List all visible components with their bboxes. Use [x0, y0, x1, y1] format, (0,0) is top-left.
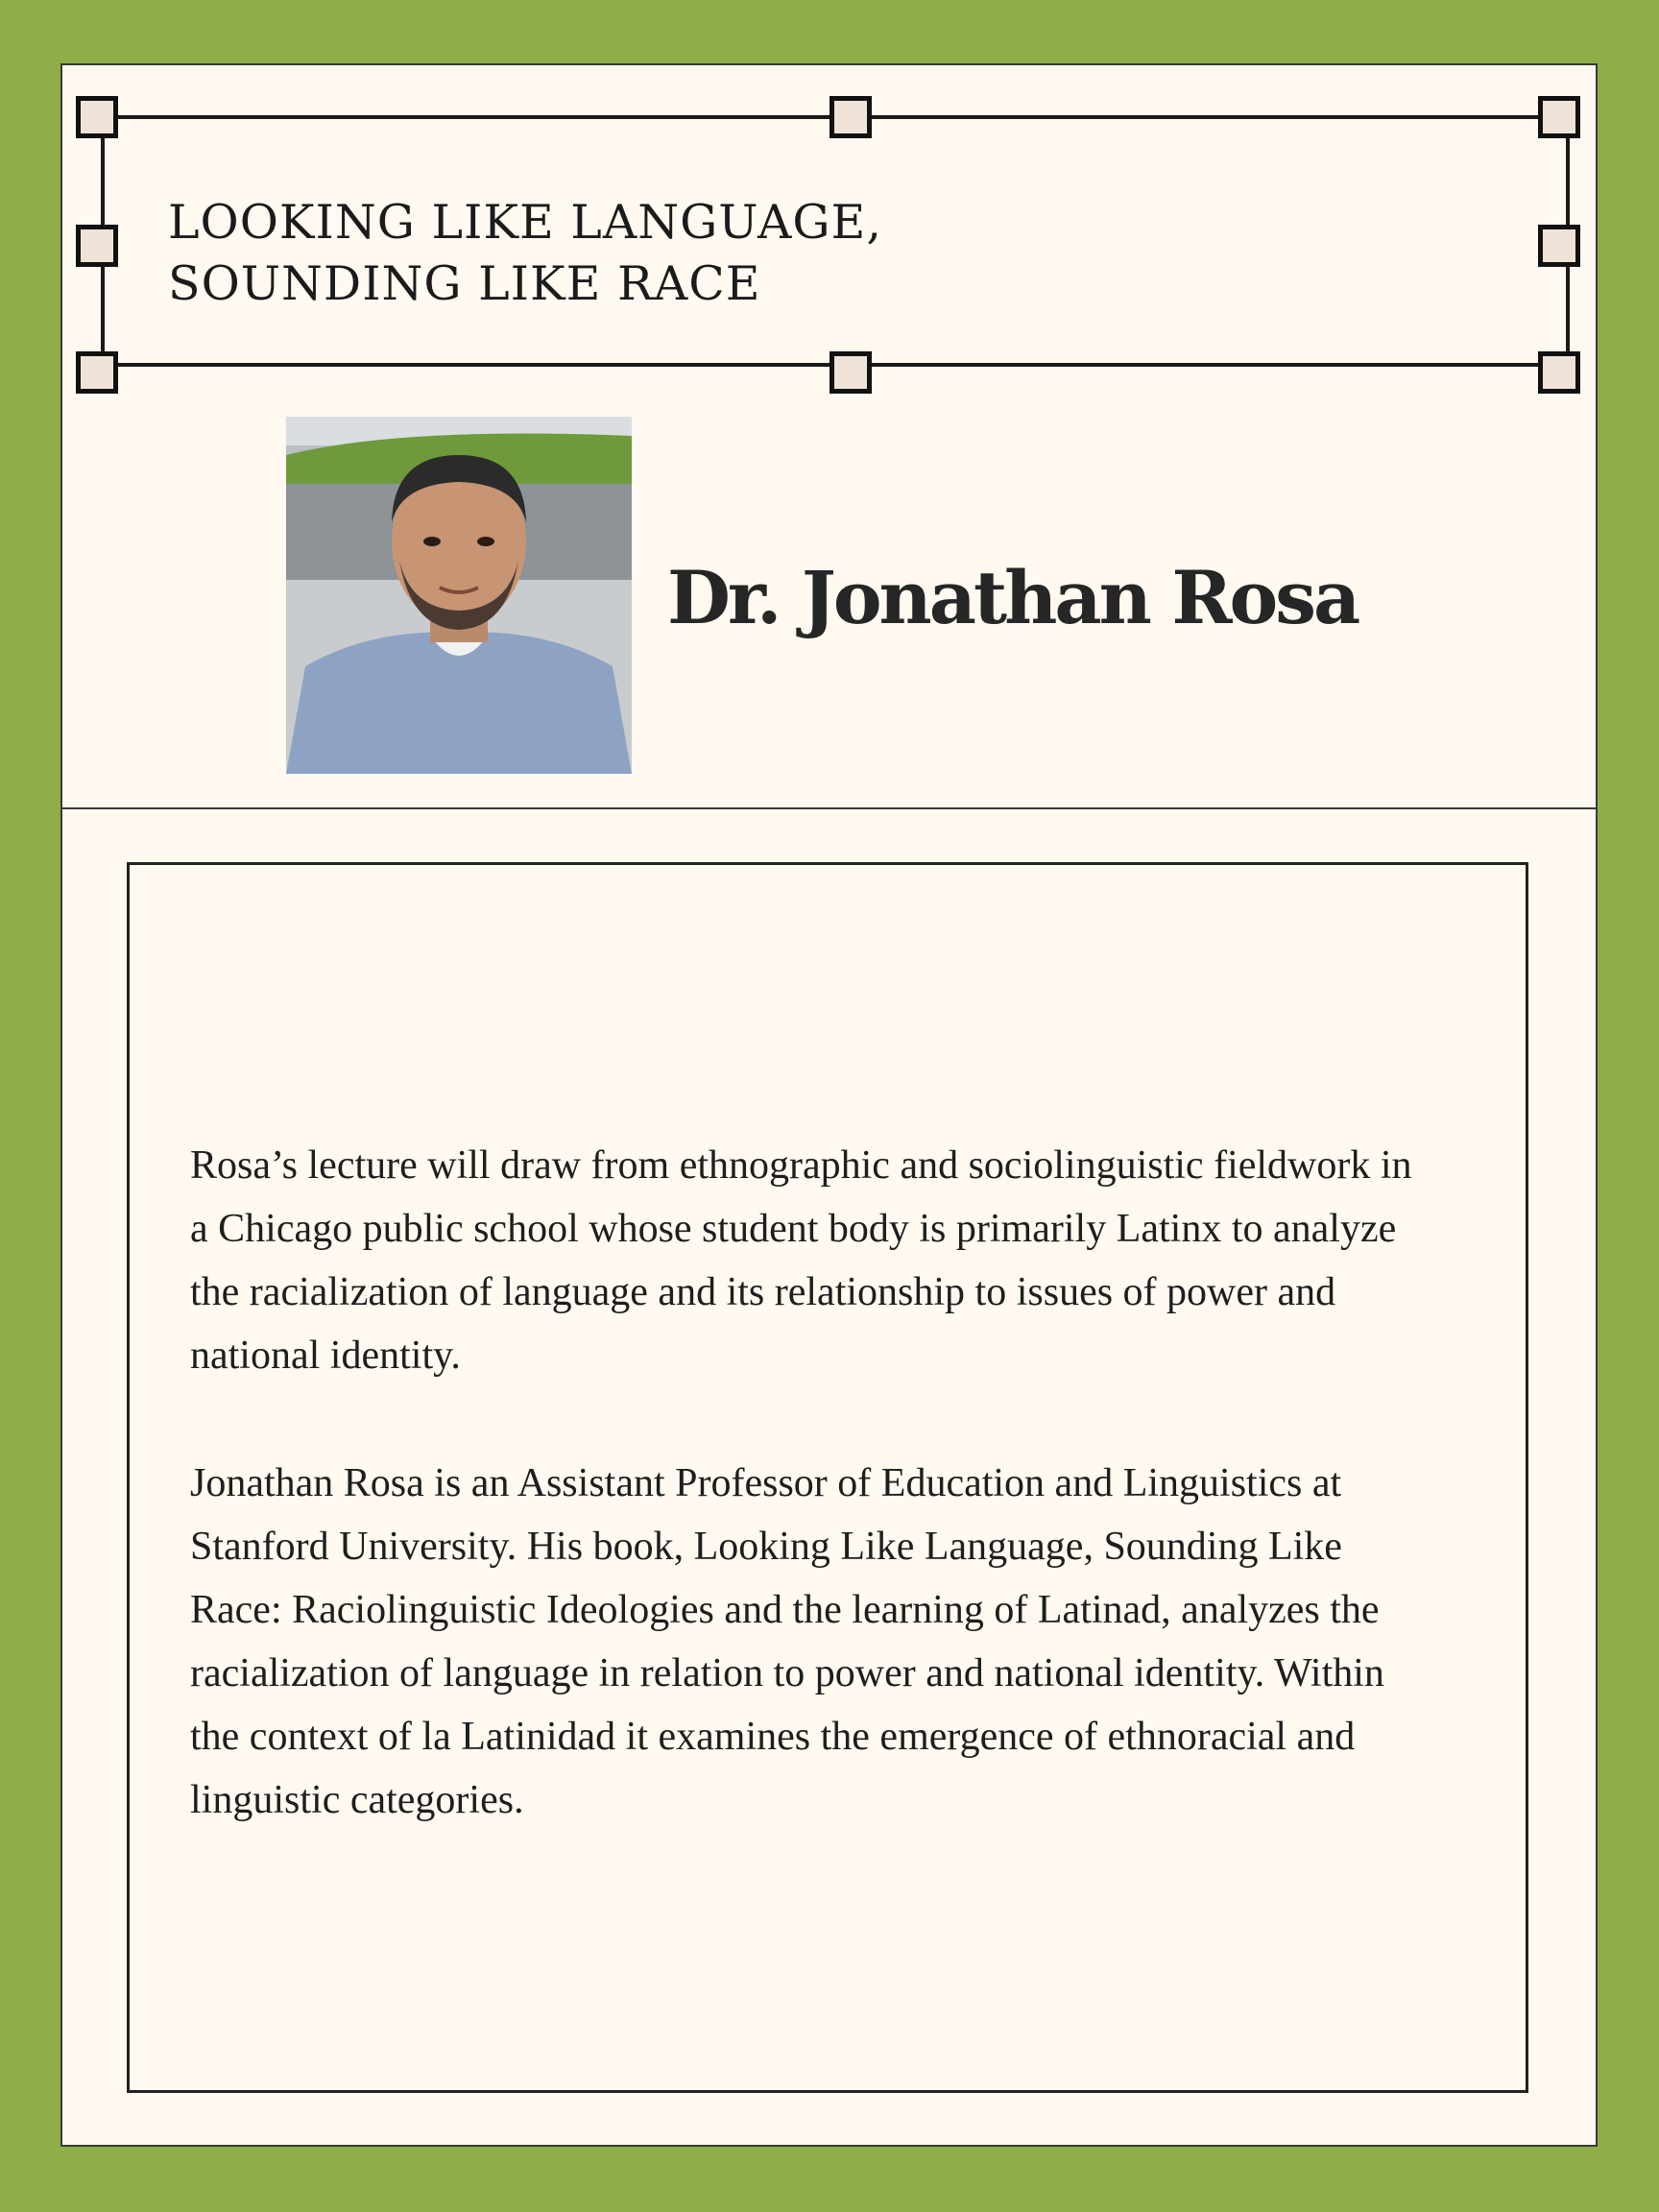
- frame-handle-top-left: [76, 96, 118, 138]
- event-title: [168, 192, 882, 315]
- description-paragraph-1: Rosa’s lecture will draw from ethnographic and sociolinguistic fieldwork in a Chicago public school whose student body is primarily Latinx to analyze the racialization of language and its relationship to issues of power and national identity.: [190, 1143, 1412, 1378]
- section-divider: [62, 807, 1596, 809]
- frame-handle-top-right: [1538, 96, 1580, 138]
- speaker-name: Dr. Jonathan Rosa: [667, 555, 1358, 640]
- frame-handle-middle-left: [76, 225, 118, 267]
- frame-handle-top-middle: [830, 96, 872, 138]
- event-title-line-2: SOUNDING LIKE RACE: [168, 256, 761, 311]
- event-card: [60, 63, 1598, 2147]
- frame-handle-bottom-left: [76, 351, 118, 394]
- event-title-line-1: LOOKING LIKE LANGUAGE,: [168, 195, 882, 250]
- description-box: [127, 862, 1528, 2093]
- speaker-photo: [286, 417, 632, 774]
- frame-handle-middle-right: [1538, 225, 1580, 267]
- frame-handle-bottom-middle: [830, 351, 872, 394]
- frame-handle-bottom-right: [1538, 351, 1580, 394]
- description-paragraph-2: Jonathan Rosa is an Assistant Professor of Education and Linguistics at Stanford University. His book, Looking Like Language, Sounding Like Race: Raciolinguistic Ideologies and the learning of Latinad, analyzes the racialization of language in relation to power and national identity. Within the context of la Latinidad it examines the emergence of ethnoracial and linguistic categories.: [190, 1461, 1384, 1822]
